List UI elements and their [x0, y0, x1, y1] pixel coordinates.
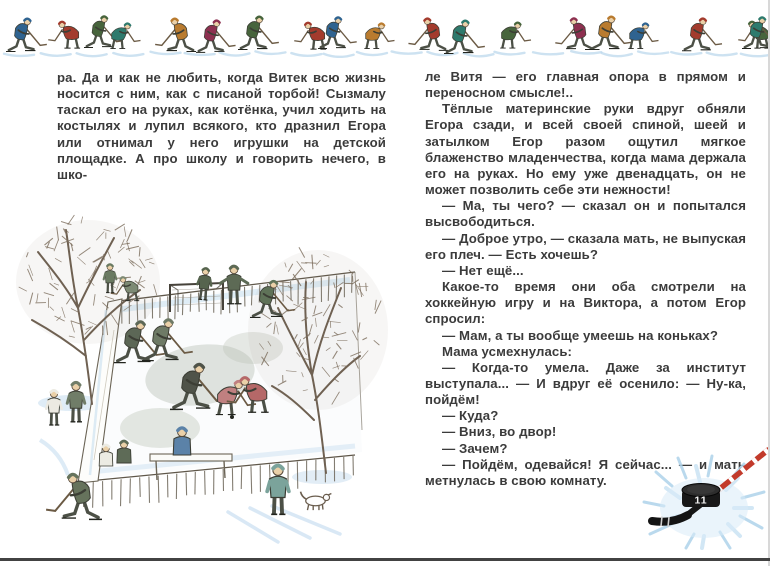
paragraph: Какое-то время они оба смотрели на хоккейную игру и на Виктора, а потом Егор спросил:: [425, 279, 746, 327]
paragraph: ра. Да и как не любить, когда Витек всю жизнь носится с ним, как с писаной торбой! Сызмалу таскал его на руках, как котёнка, учил ходить на костылях и лупил всякого, кто дразнил Егора или отнимал у него игрушки на детской площадке. А про школу и говорить нечего, в шко-: [57, 70, 386, 182]
paragraph: Мама усмехнулась:: [442, 343, 573, 359]
paragraph: — Вниз, во двор!: [442, 424, 557, 440]
paragraph: — Куда?: [442, 408, 499, 424]
paragraph: — Нет ещё...: [442, 262, 524, 278]
paragraph: — Зачем?: [442, 440, 508, 456]
right-page-text: [425, 69, 746, 489]
paragraph: ле Витя — его главная опора в прямом и переносном смысле!..: [425, 69, 746, 101]
paragraph: — Мам, а ты вообще умеешь на коньках?: [442, 327, 719, 343]
puck: [230, 415, 234, 419]
left-page-text: [57, 70, 386, 183]
paragraph: — Пойдём, одевайся! Я сейчас... — и мать метнулась в свою комнату.: [425, 456, 746, 488]
page-number: 11: [694, 494, 708, 507]
paragraph: — Ма, ты чего? — сказал он и попытался высвободиться.: [425, 198, 746, 230]
paragraph: — Доброе утро, — сказала мать, не выпуская его плеч. — Есть хочешь?: [425, 230, 746, 262]
paragraph: Тёплые материнские руки вдруг обняли Егора сзади, и всей своей спиной, шеей и затылком Егор разом ощутил мягкое блаженство младенчества, когда мама держала его на руках. Но ему уже двенадцать, он не может позволить себе эти нежности!: [425, 101, 746, 198]
puck-icon: [682, 484, 720, 508]
paragraph: — Когда-то умела. Даже за институт выступала... — И вдруг её осенило: — Ну-ка, пойдём!: [425, 359, 746, 408]
frieze-figures: [6, 16, 770, 53]
rink-illustration: [10, 190, 390, 555]
window-edge-bottom: [0, 558, 770, 561]
hockey-players-frieze: [0, 2, 770, 58]
ice-strokes: [4, 51, 770, 57]
page-marker: [642, 446, 770, 550]
white-dog: [301, 492, 332, 510]
